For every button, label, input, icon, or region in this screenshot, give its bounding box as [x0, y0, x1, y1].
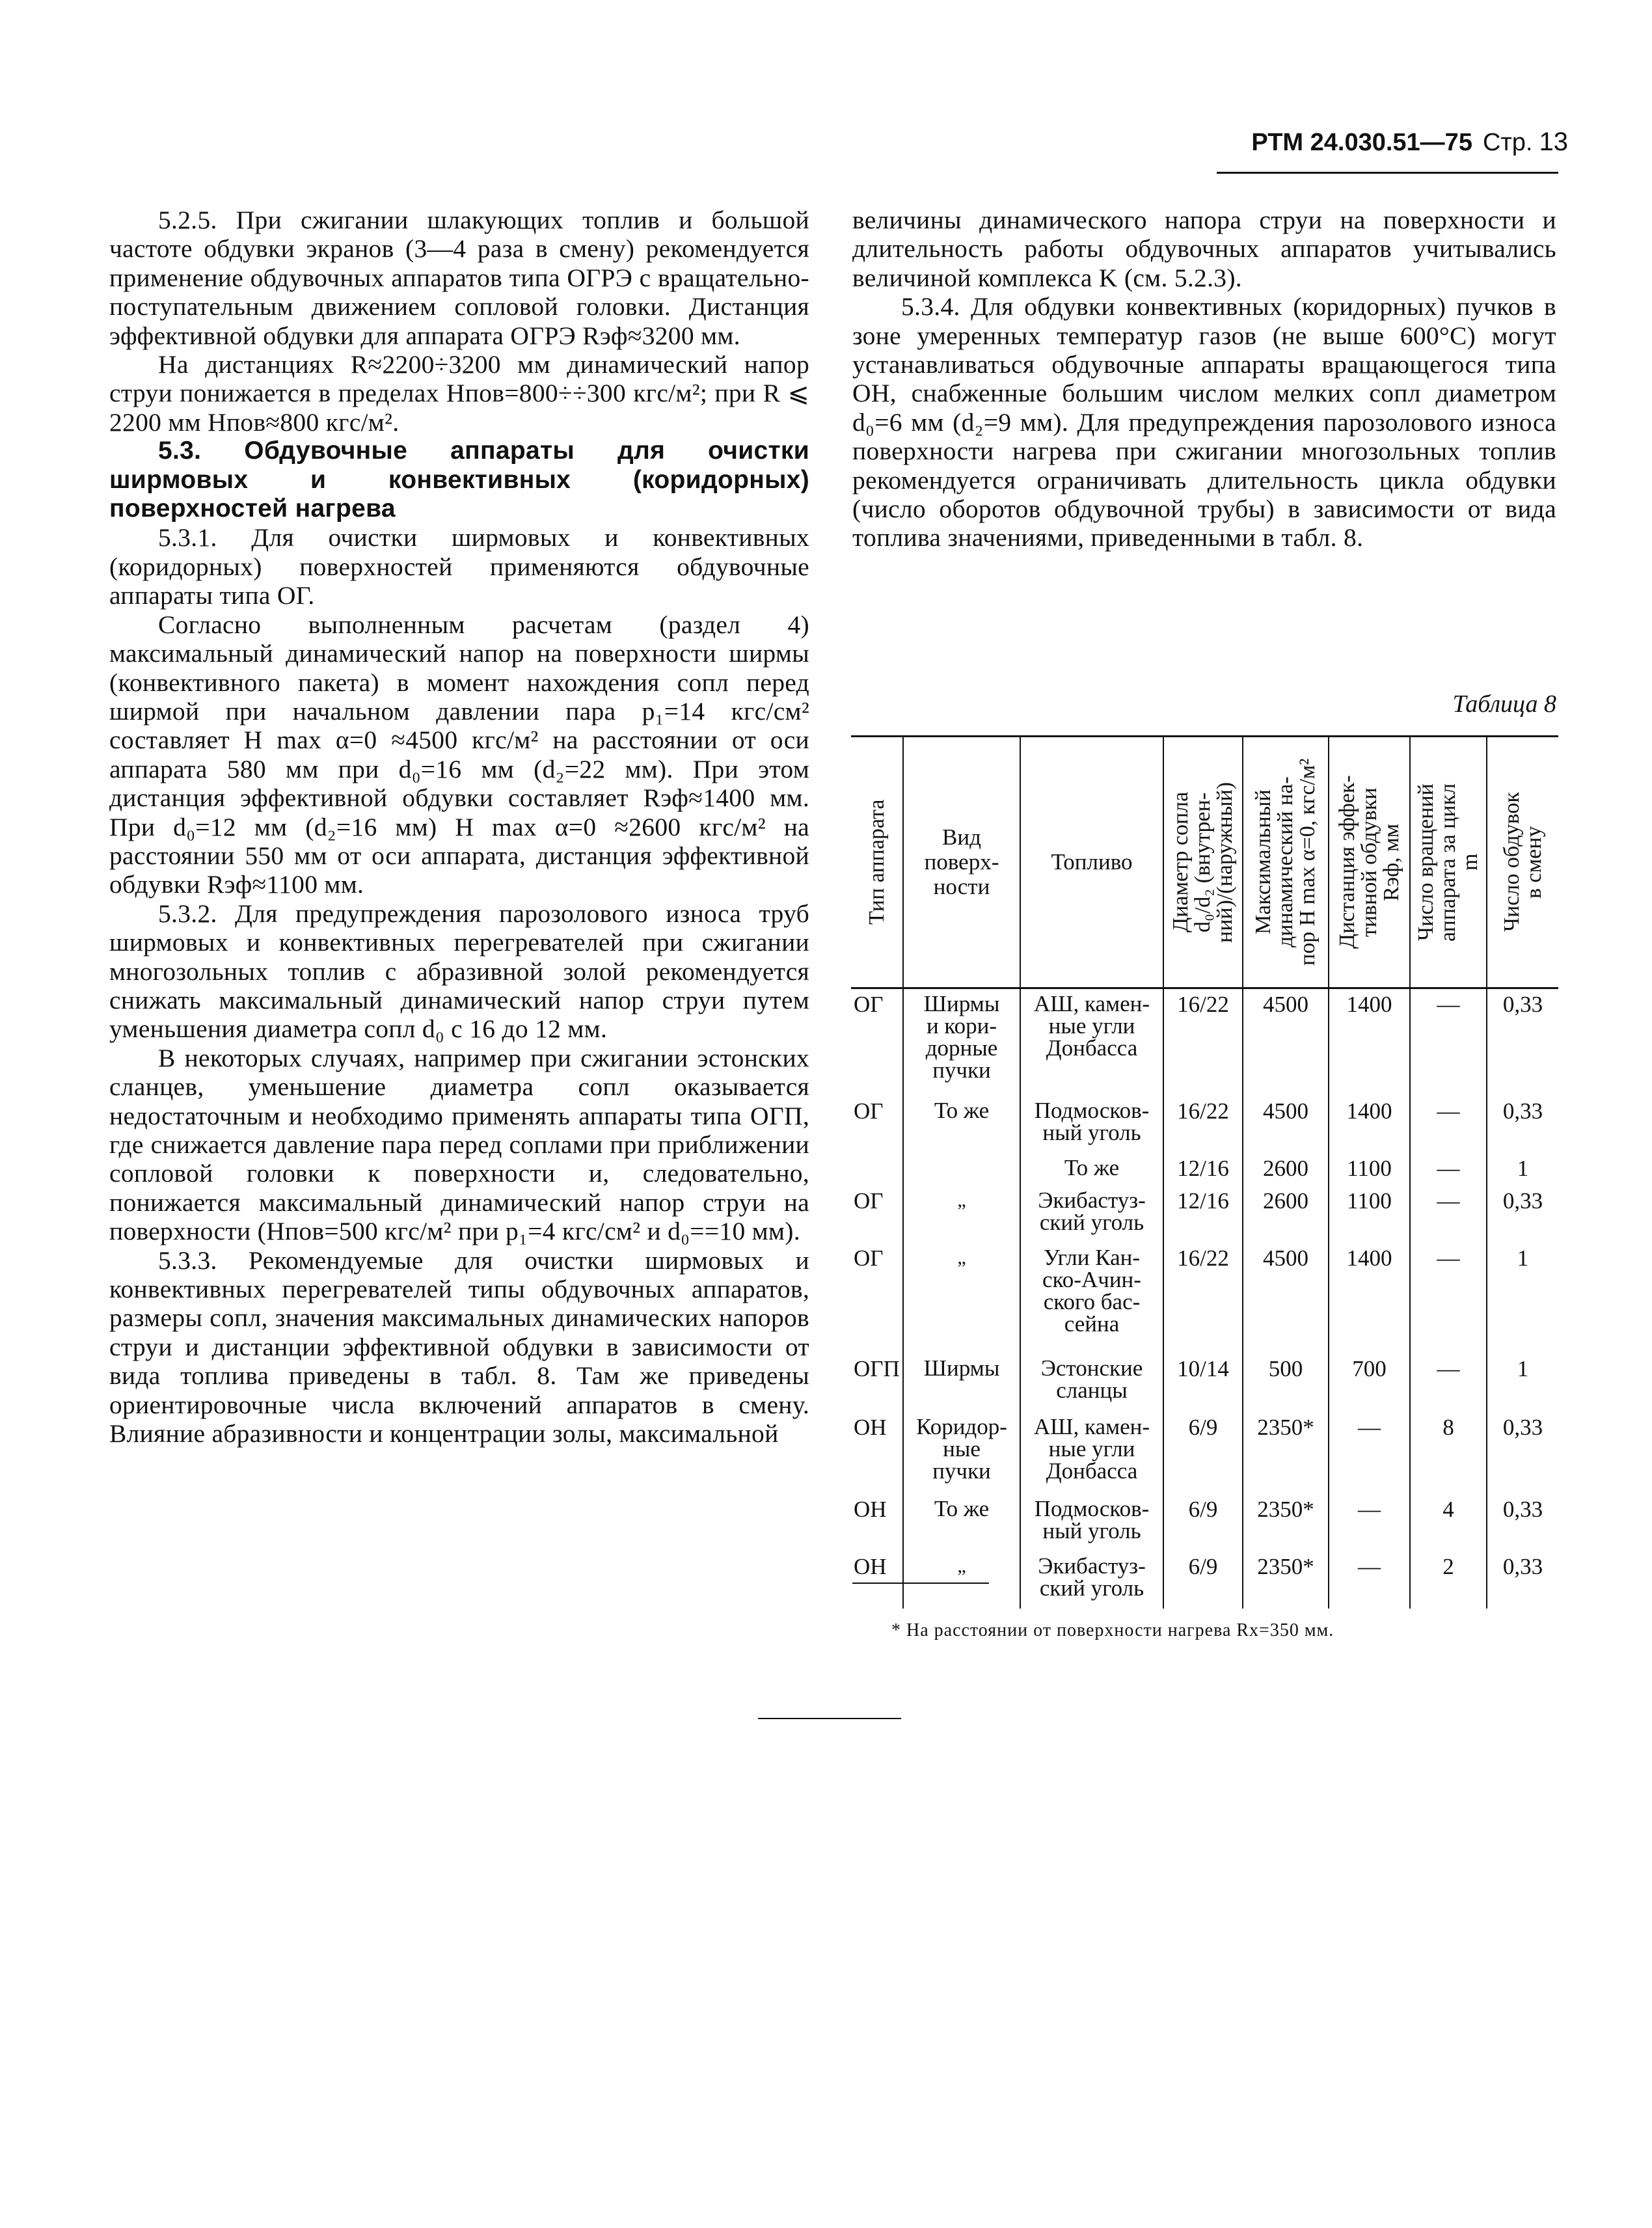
table-row: ОГП Ширмы Эстонские сланцы 10/14 500 700 — 1 — [851, 1353, 1558, 1412]
left-column — [109, 206, 809, 1448]
paragraph-5-2-5-continued: На дистанциях R≈2200÷3200 мм динамический напор струи понижается в пределах Hпов=800÷÷300 кгс/м²; при R ⩽ 2200 мм Hпов≈800 кгс/м². — [109, 350, 809, 437]
paragraph-5-3-2: 5.3.2. Для предупреждения парозолового износа труб ширмовых и конвективных перегревателей при сжигании многозольных топлив с абразивной золой рекомендуется снижать максимальный динамический напор струи путем уменьшения диаметра сопл d₀ с 16 до 12 мм. — [109, 899, 809, 1044]
header-blowings-per-shift: Число обдувок в смену — [1487, 737, 1558, 988]
page-header — [1217, 128, 1568, 157]
table-row: ОН „ Экибастуз- ский уголь 6/9 2350* — 2 0,33 — [851, 1551, 1558, 1609]
table-footnote: * На расстоянии от поверхности нагрева Rx=350 мм. — [891, 1620, 1334, 1640]
footnote-rule — [852, 1583, 989, 1584]
header-nozzle-diameter: Диаметр сопла d₀/d₂ (внутрен- ний)/(наружный) — [1163, 737, 1243, 988]
section-heading-5-3: 5.3. Обдувочные аппараты для очистки ширмовых и конвективных (коридорных) поверхностей нагрева — [109, 437, 809, 523]
table-row: ОГ „ Экибастуз- ский уголь 12/16 2600 1100 — 0,33 — [851, 1186, 1558, 1243]
paragraph-5-3-3: 5.3.3. Рекомендуемые для очистки ширмовых и конвективных перегревателей типы обдувочных аппаратов, размеры сопл, значения максимальных динамических напоров струи и дистанции эффективной обдувки в зависимости от вида топлива приведены в табл. 8. Там же приведены ориентировочные числа включений аппаратов в смену. Влияние абразивности и концентрации золы, максимальной — [109, 1245, 809, 1448]
table-row: ОН Коридор- ные пучки АШ, камен- ные угли Донбасса 6/9 2350* — 8 0,33 — [851, 1412, 1558, 1494]
header-max-pressure: Максимальный динамический на- пор H max α=0, кгс/м² — [1243, 737, 1329, 988]
table-8 — [851, 735, 1558, 1609]
table-row: ОГ „ Угли Кан- ско-Ачин- ского бас- сейна 16/22 4500 1400 — 1 — [851, 1243, 1558, 1353]
doc-code: РТМ 24.030.51—75 — [1251, 129, 1472, 156]
header-effective-distance: Дистанция эффек- тивной обдувки Rэф, мм — [1329, 737, 1410, 988]
paragraph-5-3-1-continued: Согласно выполненным расчетам (раздел 4) максимальный динамический напор на поверхности ширмы (конвективного пакета) в момент нахождения сопл перед ширмой при начальном давлении пара p₁=14 кгс/см² составляет H max α=0 ≈4500 кгс/м² на расстоянии от оси аппарата 580 мм при d₀=16 мм (d₂=22 мм). При этом дистанция эффективной обдувки составляет Rэф≈1400 мм. При d₀=12 мм (d₂=16 мм) H max α=0 ≈2600 кгс/м² на расстоянии 550 мм от оси аппарата, дистанция эффективной обдувки Rэф≈1100 мм. — [109, 610, 809, 899]
paragraph-continued: величины динамического напора струи на поверхности и длительность работы обдувочных аппаратов учитывались величиной комплекса K (см. 5.2.3). — [852, 206, 1556, 292]
table-header-row — [851, 737, 1558, 988]
table-label: Таблица 8 — [1452, 690, 1556, 718]
header-rule — [1217, 172, 1558, 174]
paragraph-5-3-1: 5.3.1. Для очистки ширмовых и конвективных (коридорных) поверхностей применяются обдувочные аппараты типа ОГ. — [109, 523, 809, 610]
table-row: ОГ То же Подмосков- ный уголь 16/22 4500 1400 — 0,33 — [851, 1096, 1558, 1153]
paragraph-5-3-4: 5.3.4. Для обдувки конвективных (коридорных) пучков в зоне умеренных температур газов (не выше 600°С) могут устанавливаться обдувочные аппараты вращающегося типа ОН, снабженные большим числом мелких сопл диаметром d₀=6 мм (d₂=9 мм). Для предупреждения парозолового износа поверхности нагрева при сжигании многозольных топлив рекомендуется ограничивать длительность цикла обдувки (число оборотов обдувочной трубы) в зависимости от вида топлива значениями, приведенными в табл. 8. — [852, 292, 1556, 552]
table-row: ОН То же Подмосков- ный уголь 6/9 2350* — 4 0,33 — [851, 1494, 1558, 1551]
table-row: То же 12/16 2600 1100 — 1 — [851, 1153, 1558, 1186]
right-column — [852, 206, 1556, 552]
header-apparatus-type: Тип аппарата — [851, 737, 903, 988]
paragraph-5-2-5: 5.2.5. При сжигании шлакующих топлив и большой частоте обдувки экранов (3—4 раза в смену) рекомендуется применение обдувочных аппаратов типа ОГРЭ с вращательно-поступательным движением сопловой головки. Дистанция эффективной обдувки для аппарата ОГРЭ Rэф≈3200 мм. — [109, 206, 809, 350]
header-fuel: Топливо — [1020, 737, 1163, 988]
paragraph-5-3-2-continued: В некоторых случаях, например при сжигании эстонских сланцев, уменьшение диаметра сопл оказывается недостаточным и необходимо применять аппараты типа ОГП, где снижается давление пара перед соплами при приближении сопловой головки к поверхности и, следовательно, понижается максимальный динамический напор струи на поверхности (Hпов=500 кгс/м² при p₁=4 кгс/см² и d₀==10 мм). — [109, 1043, 809, 1246]
table-row: ОГ Ширмы и кори- дорные пучки АШ, камен- ные угли Донбасса 16/22 4500 1400 — 0,33 — [851, 988, 1558, 1096]
page-label: Стр. — [1482, 129, 1533, 156]
header-surface-type: Вид поверх- ности — [903, 737, 1020, 988]
header-rotations-per-cycle: Число вращений аппарата за цикл m — [1410, 737, 1487, 988]
page-number: 13 — [1539, 128, 1568, 156]
page-end-rule — [758, 1718, 901, 1719]
